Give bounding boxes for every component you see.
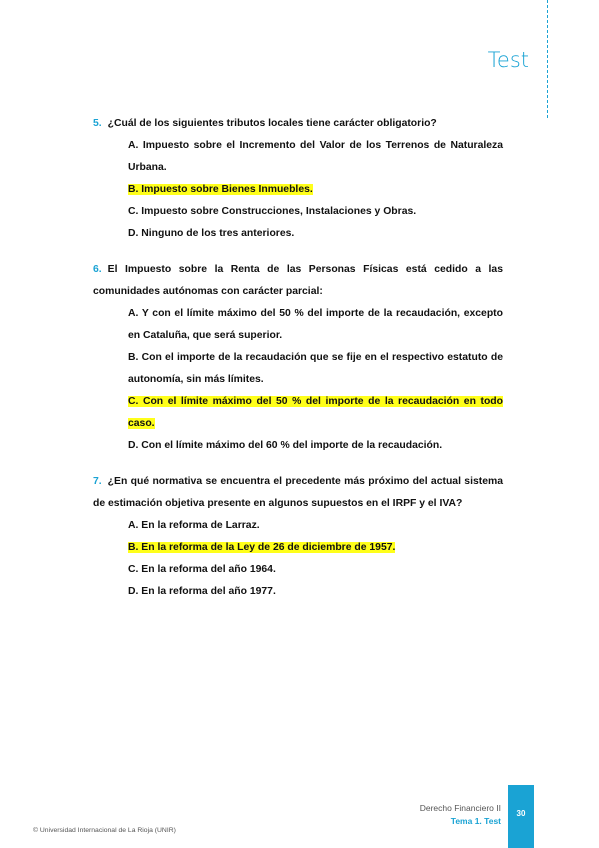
answer-option <box>128 515 503 537</box>
question-prompt: ¿Cuál de los siguientes tributos locales tiene carácter obligatorio? <box>107 118 437 129</box>
answer-option-text: D. Con el límite máximo del 60 % del importe de la recaudación. <box>128 440 443 451</box>
page-number-tab <box>508 785 534 848</box>
question-prompt: El Impuesto sobre la Renta de las Personas Físicas está cedido a las comunidades autónomas con carácter parcial: <box>93 264 503 297</box>
answer-option-text: A. Y con el límite máximo del 50 % del importe de la recaudación, excepto en Cataluña, que será superior. <box>128 308 503 341</box>
answer-option-text: D. En la reforma del año 1977. <box>128 586 276 597</box>
footer-subject: Derecho Financiero II <box>419 803 501 813</box>
footer-topic: Tema 1. Test <box>450 816 501 826</box>
question-text <box>93 113 503 135</box>
question-7 <box>93 471 503 603</box>
question-text <box>93 259 503 303</box>
copyright-notice: © Universidad Internacional de La Rioja (UNIR) <box>33 827 176 834</box>
question-text <box>93 471 503 515</box>
answer-options <box>93 303 503 457</box>
answer-option-text: C. En la reforma del año 1964. <box>128 564 276 575</box>
answer-option-correct <box>128 391 503 435</box>
answer-option-text: B. Impuesto sobre Bienes Inmuebles. <box>128 184 313 195</box>
answer-option <box>128 201 503 223</box>
answer-option-text: B. Con el importe de la recaudación que se fije en el respectivo estatuto de autonomía, sin más límites. <box>128 352 503 385</box>
answer-option-text: B. En la reforma de la Ley de 26 de diciembre de 1957. <box>128 542 396 553</box>
page-header-title: Test <box>487 48 529 72</box>
answer-option-text: C. Con el límite máximo del 50 % del importe de la recaudación en todo caso. <box>128 396 503 429</box>
answer-option <box>128 559 503 581</box>
answer-option-text: C. Impuesto sobre Construcciones, Instalaciones y Obras. <box>128 206 417 217</box>
answer-option-text: D. Ninguno de los tres anteriores. <box>128 228 295 239</box>
answer-option <box>128 435 503 457</box>
answer-options <box>93 135 503 245</box>
header-dashed-divider <box>547 0 548 118</box>
answer-option <box>128 581 503 603</box>
answer-option-text: A. En la reforma de Larraz. <box>128 520 260 531</box>
question-number: 5. <box>93 118 102 129</box>
answer-option <box>128 303 503 347</box>
answer-option-correct <box>128 537 503 559</box>
question-number: 6. <box>93 264 102 275</box>
answer-option-text: A. Impuesto sobre el Incremento del Valor de los Terrenos de Naturaleza Urbana. <box>128 140 503 173</box>
answer-option-correct <box>128 179 503 201</box>
question-5 <box>93 113 503 245</box>
answer-option <box>128 347 503 391</box>
answer-options <box>93 515 503 603</box>
question-6 <box>93 259 503 457</box>
question-number: 7. <box>93 476 102 487</box>
answer-option <box>128 135 503 179</box>
page-number: 30 <box>516 809 526 818</box>
answer-option <box>128 223 503 245</box>
question-prompt: ¿En qué normativa se encuentra el precedente más próximo del actual sistema de estimación objetiva presente en algunos supuestos en el IRPF y el IVA? <box>93 476 503 509</box>
questions-container <box>93 113 503 617</box>
